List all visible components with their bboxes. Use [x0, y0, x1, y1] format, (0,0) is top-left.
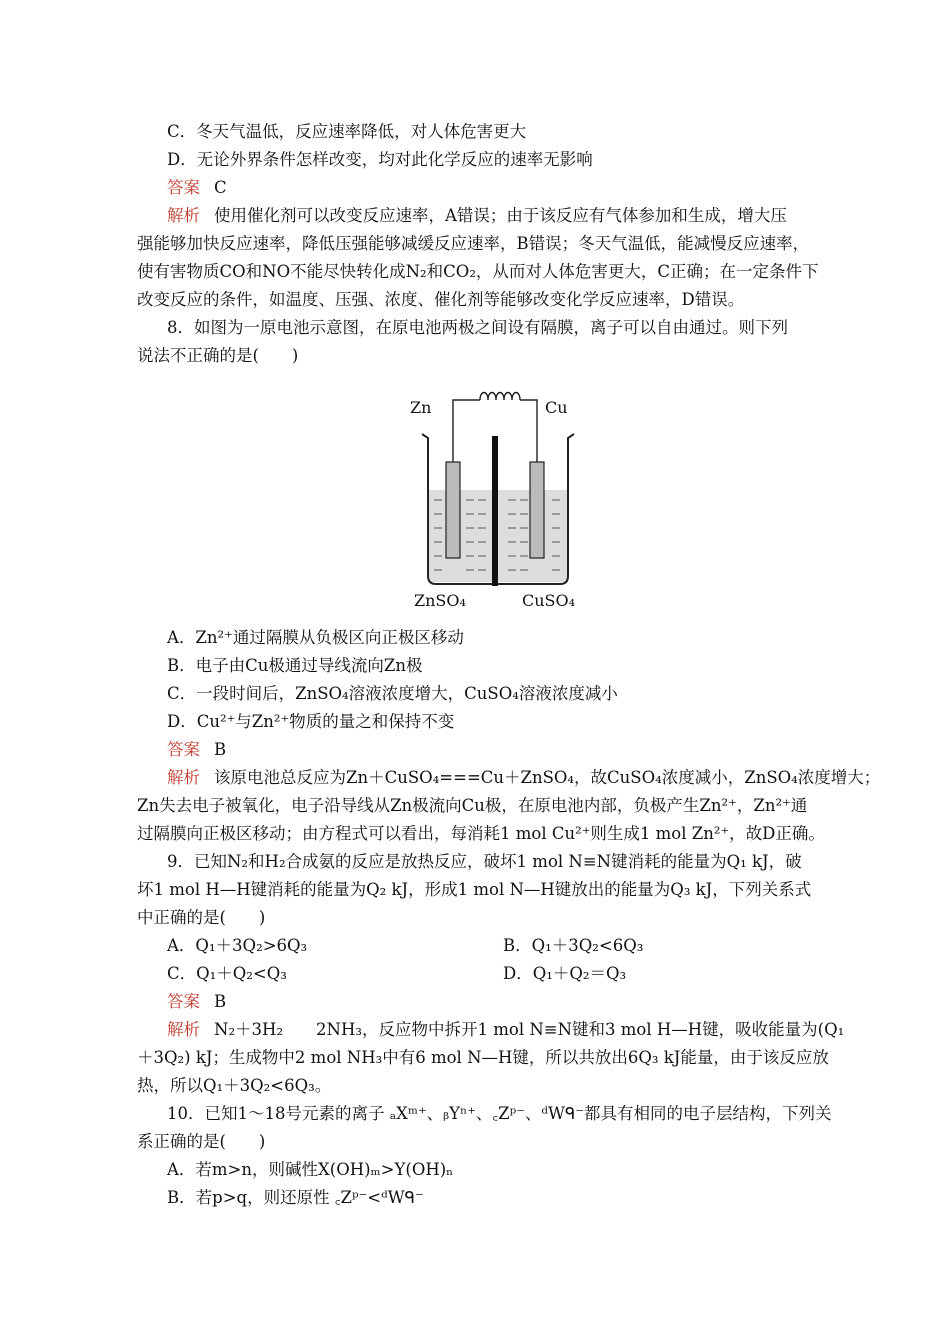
analysis-text: 使用催化剂可以改变反应速率，A错误；由于该反应有气体参加和生成，增大压	[214, 206, 787, 225]
analysis-text: 该原电池总反应为Zn＋CuSO₄===Cu＋ZnSO₄，故CuSO₄浓度减小，ZnSO₄浓度增大；	[214, 768, 881, 787]
analysis-label: 解析	[167, 206, 200, 225]
zn-label: Zn	[410, 398, 432, 417]
q9-stem-line-2: 坏1 mol H—H键消耗的能量为Q₂ kJ，形成1 mol N—H键放出的能量为Q₃ kJ，下列关系式	[137, 880, 812, 899]
answer-label: 答案	[167, 740, 200, 759]
q9-option-c: C．Q₁＋Q₂<Q₃	[167, 964, 287, 983]
right-wire	[520, 400, 537, 462]
q8-answer	[167, 739, 226, 761]
q10-option-b: B．若p>q，则还原性 ꜀Zᵖ⁻<ᵈWᑫ⁻	[167, 1188, 424, 1207]
answer-value: C	[214, 178, 227, 197]
q8-option-c: C．一段时间后，ZnSO₄溶液浓度增大，CuSO₄溶液浓度减小	[167, 684, 618, 703]
q9-analysis-line-2: ＋3Q₂) kJ；生成物中2 mol NH₃中有6 mol N—H键，所以共放出6Q₃ kJ能量，由于该反应放	[137, 1048, 829, 1067]
q9-answer	[167, 991, 226, 1013]
q8-analysis-line-2: Zn失去电子被氧化，电子沿导线从Zn极流向Cu极，在原电池内部，负极产生Zn²⁺，Zn²⁺通	[137, 796, 808, 815]
cu-label: Cu	[545, 398, 568, 417]
q7-analysis-line-1	[167, 205, 787, 227]
answer-label: 答案	[167, 992, 200, 1011]
q8-stem-line-1: 8．如图为一原电池示意图，在原电池两极之间设有隔膜，离子可以自由通过。则下列	[167, 318, 788, 337]
coil-resistor	[480, 393, 520, 401]
q8-option-a: A．Zn²⁺通过隔膜从负极区向正极区移动	[167, 628, 464, 647]
znso4-label: ZnSO₄	[414, 591, 466, 610]
analysis-label: 解析	[167, 768, 200, 787]
cu-electrode	[530, 462, 544, 558]
q9-analysis-line-3: 热，所以Q₁＋3Q₂<6Q₃。	[137, 1076, 332, 1095]
q10-stem-line-1: 10．已知1～18号元素的离子 ₐXᵐ⁺、ᵦYⁿ⁺、꜀Zᵖ⁻、ᵈWᑫ⁻都具有相同的电子层结构，下列关	[167, 1104, 832, 1123]
galvanic-cell-figure	[408, 380, 588, 620]
q8-analysis-line-1	[167, 767, 880, 789]
q10-stem-line-2: 系正确的是( )	[137, 1132, 266, 1151]
cuso4-label: CuSO₄	[522, 591, 576, 610]
q9-analysis-line-1	[167, 1019, 844, 1041]
q9-stem-line-3: 中正确的是( )	[137, 908, 266, 927]
analysis-label: 解析	[167, 1020, 200, 1039]
q9-option-a: A．Q₁＋3Q₂>6Q₃	[167, 936, 308, 955]
zn-electrode	[446, 462, 460, 558]
q8-stem-line-2: 说法不正确的是( )	[137, 346, 299, 365]
separator-membrane	[492, 436, 498, 586]
q9-option-b: B．Q₁＋3Q₂<6Q₃	[503, 936, 644, 955]
q7-option-d: D．无论外界条件怎样改变，均对此化学反应的速率无影响	[167, 150, 593, 169]
q7-answer	[167, 177, 227, 199]
q8-option-d: D．Cu²⁺与Zn²⁺物质的量之和保持不变	[167, 712, 455, 731]
q7-analysis-line-2: 强能够加快反应速率，降低压强能够减缓反应速率，B错误；冬天气温低，能减慢反应速率，	[137, 234, 810, 253]
q8-analysis-line-3: 过隔膜向正极区移动；由方程式可以看出，每消耗1 mol Cu²⁺则生成1 mol Zn²⁺，故D正确。	[137, 824, 825, 843]
answer-value: B	[214, 740, 227, 759]
q9-stem-line-1: 9．已知N₂和H₂合成氨的反应是放热反应，破坏1 mol N≡N键消耗的能量为Q₁ kJ，破	[167, 852, 802, 871]
q10-option-a: A．若m>n，则碱性X(OH)ₘ>Y(OH)ₙ	[167, 1160, 454, 1179]
q7-analysis-line-4: 改变反应的条件，如温度、压强、浓度、催化剂等能够改变化学反应速率，D错误。	[137, 290, 745, 309]
q7-option-c: C．冬天气温低，反应速率降低，对人体危害更大	[167, 122, 527, 141]
q7-analysis-line-3: 使有害物质CO和NO不能尽快转化成N₂和CO₂，从而对人体危害更大，C正确；在一定条件下	[137, 262, 819, 281]
left-wire	[453, 400, 480, 462]
answer-label: 答案	[167, 178, 200, 197]
analysis-text: N₂＋3H₂ 2NH₃，反应物中拆开1 mol N≡N键和3 mol H—H键，吸收能量为(Q₁	[214, 1020, 845, 1039]
q9-option-d: D．Q₁＋Q₂＝Q₃	[503, 964, 627, 983]
q8-option-b: B．电子由Cu极通过导线流向Zn极	[167, 656, 423, 675]
answer-value: B	[214, 992, 227, 1011]
